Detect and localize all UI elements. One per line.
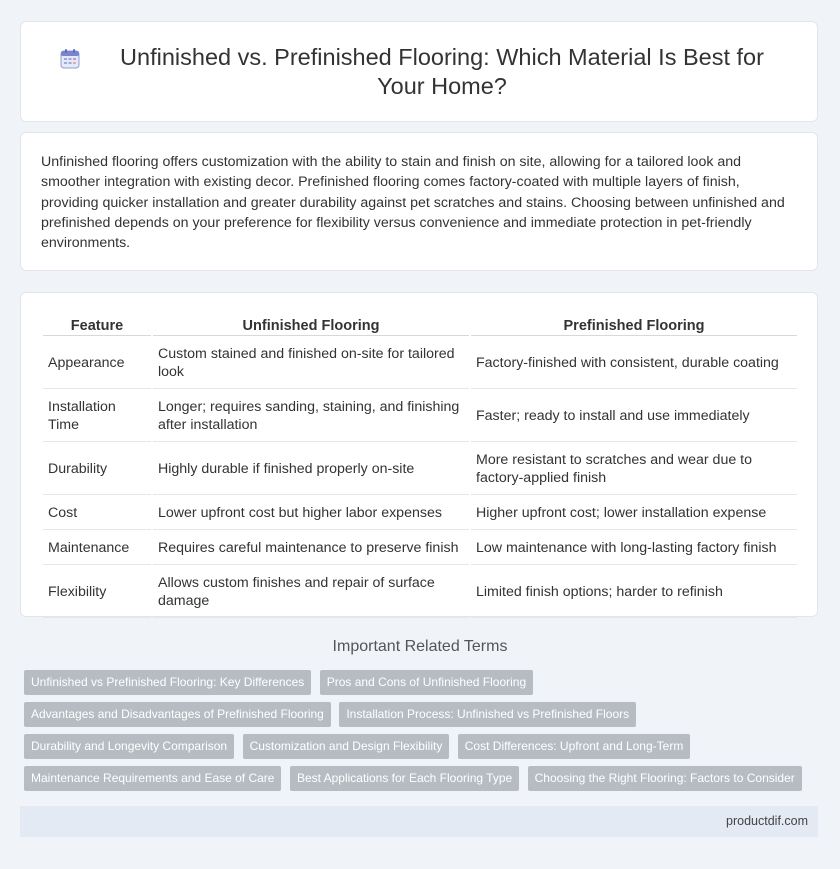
unfinished-cell: Highly durable if finished properly on-site	[153, 444, 469, 495]
tag-row	[24, 670, 824, 702]
unfinished-cell: Requires careful maintenance to preserve finish	[153, 532, 469, 565]
related-term-tag[interactable]: Durability and Longevity Comparison	[24, 734, 234, 759]
feature-cell: Durability	[43, 444, 151, 495]
column-header-feature: Feature	[43, 315, 151, 336]
feature-cell: Maintenance	[43, 532, 151, 565]
prefinished-cell: More resistant to scratches and wear due to factory-applied finish	[471, 444, 797, 495]
related-term-tag[interactable]: Best Applications for Each Flooring Type	[290, 766, 519, 791]
footer-site-name: productdif.com	[726, 814, 808, 828]
related-term-tag[interactable]: Choosing the Right Flooring: Factors to Consider	[528, 766, 802, 791]
comparison-table	[41, 313, 799, 620]
feature-cell: Installation Time	[43, 391, 151, 442]
column-header-prefinished: Prefinished Flooring	[471, 315, 797, 336]
unfinished-cell: Allows custom finishes and repair of surface damage	[153, 567, 469, 618]
unfinished-cell: Longer; requires sanding, staining, and finishing after installation	[153, 391, 469, 442]
related-term-tag[interactable]: Maintenance Requirements and Ease of Care	[24, 766, 281, 791]
prefinished-cell: Limited finish options; harder to refinish	[471, 567, 797, 618]
prefinished-cell: Low maintenance with long-lasting factory finish	[471, 532, 797, 565]
intro-paragraph: Unfinished flooring offers customization with the ability to stain and finish on site, allowing for a tailored look and smoother integration with existing decor. Prefinished flooring comes factory-coated with multiple layers of finish, providing quicker installation and greater durability against pet scratches and stains. Choosing between unfinished and prefinished depends on your preference for flexibility versus convenience and immediate protection in pet-friendly environments.	[41, 154, 785, 252]
related-term-tag[interactable]: Cost Differences: Upfront and Long-Term	[458, 734, 691, 759]
table-header-row	[43, 315, 797, 336]
comparison-table-card	[20, 292, 818, 617]
tag-row	[24, 766, 824, 798]
related-term-tag[interactable]: Advantages and Disadvantages of Prefinished Flooring	[24, 702, 331, 727]
table-row	[43, 444, 797, 495]
feature-cell: Cost	[43, 497, 151, 530]
column-header-unfinished: Unfinished Flooring	[153, 315, 469, 336]
tag-row	[24, 734, 824, 766]
related-term-tag[interactable]: Customization and Design Flexibility	[243, 734, 450, 759]
intro-card	[20, 132, 818, 271]
feature-cell: Flexibility	[43, 567, 151, 618]
page-title: Unfinished vs. Prefinished Flooring: Which Material Is Best for Your Home?	[120, 43, 764, 99]
title-card	[20, 21, 818, 122]
prefinished-cell: Higher upfront cost; lower installation expense	[471, 497, 797, 530]
table-row	[43, 497, 797, 530]
prefinished-cell: Factory-finished with consistent, durable coating	[471, 338, 797, 389]
feature-cell: Appearance	[43, 338, 151, 389]
unfinished-cell: Custom stained and finished on-site for tailored look	[153, 338, 469, 389]
footer	[20, 806, 818, 837]
prefinished-cell: Faster; ready to install and use immediately	[471, 391, 797, 442]
table-row	[43, 532, 797, 565]
table-row	[43, 338, 797, 389]
related-terms-title: Important Related Terms	[332, 638, 508, 655]
unfinished-cell: Lower upfront cost but higher labor expenses	[153, 497, 469, 530]
related-term-tag[interactable]: Pros and Cons of Unfinished Flooring	[320, 670, 533, 695]
related-term-tag[interactable]: Installation Process: Unfinished vs Prefinished Floors	[339, 702, 636, 727]
related-terms-list	[24, 670, 824, 798]
calendar-icon	[59, 48, 81, 70]
related-term-tag[interactable]: Unfinished vs Prefinished Flooring: Key Differences	[24, 670, 311, 695]
table-row	[43, 567, 797, 618]
title-wrap	[59, 43, 779, 101]
tag-row	[24, 702, 824, 734]
table-row	[43, 391, 797, 442]
